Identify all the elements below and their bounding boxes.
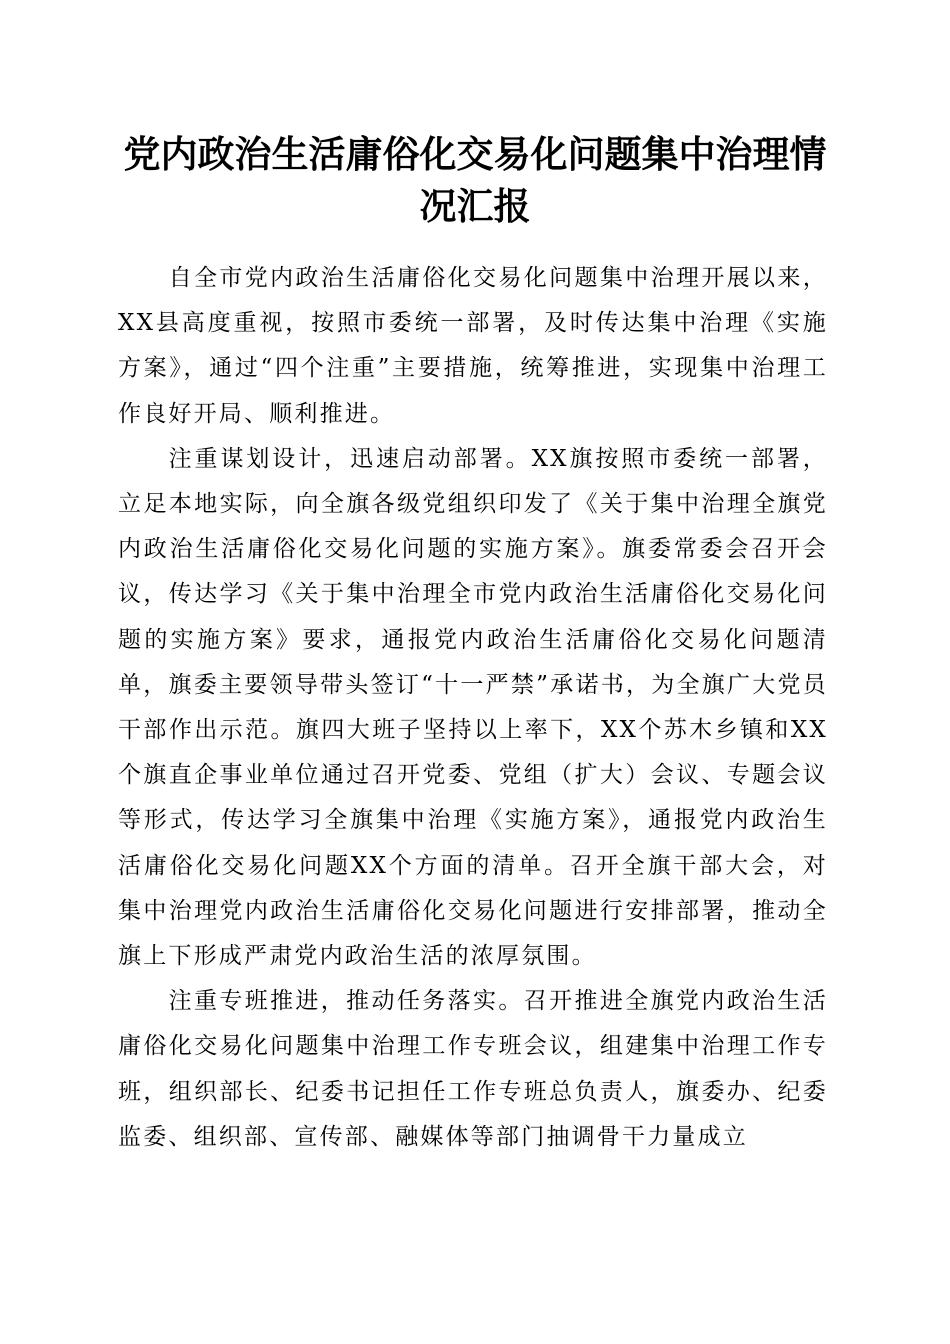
document-title: 党内政治生活庸俗化交易化问题集中治理情况汇报	[123, 132, 827, 228]
paragraph-task-force: 注重专班推进，推动任务落实。召开推进全旗党内政治生活庸俗化交易化问题集中治理工作专班会议，组建集中治理工作专班，组织部长、纪委书记担任工作专班总负责人，旗委办、纪委监委、组织部、宣传部、融媒体等部门抽调骨干力量成立	[118, 988, 828, 1150]
document-body	[118, 256, 828, 1160]
paragraph-planning: 注重谋划设计，迅速启动部署。XX旗按照市委统一部署，立足本地实际，向全旗各级党组织印发了《关于集中治理全旗党内政治生活庸俗化交易化问题的实施方案》。旗委常委会召开会议，传达学习《关于集中治理全市党内政治生活庸俗化交易化问题的实施方案》要求，通报党内政治生活庸俗化交易化问题清单，旗委主要领导带头签订“十一严禁”承诺书，为全旗广大党员干部作出示范。旗四大班子坚持以上率下，XX个苏木乡镇和XX个旗直企事业单位通过召开党委、党组（扩大）会议、专题会议等形式，传达学习全旗集中治理《实施方案》，通报党内政治生活庸俗化交易化问题XX个方面的清单。召开全旗干部大会，对集中治理党内政治生活庸俗化交易化问题进行安排部署，推动全旗上下形成严肃党内政治生活的浓厚氛围。	[118, 445, 828, 970]
paragraph-intro: 自全市党内政治生活庸俗化交易化问题集中治理开展以来，XX县高度重视，按照市委统一部署，及时传达集中治理《实施方案》，通过“四个注重”主要措施，统筹推进，实现集中治理工作良好开局、顺利推进。	[118, 265, 828, 427]
